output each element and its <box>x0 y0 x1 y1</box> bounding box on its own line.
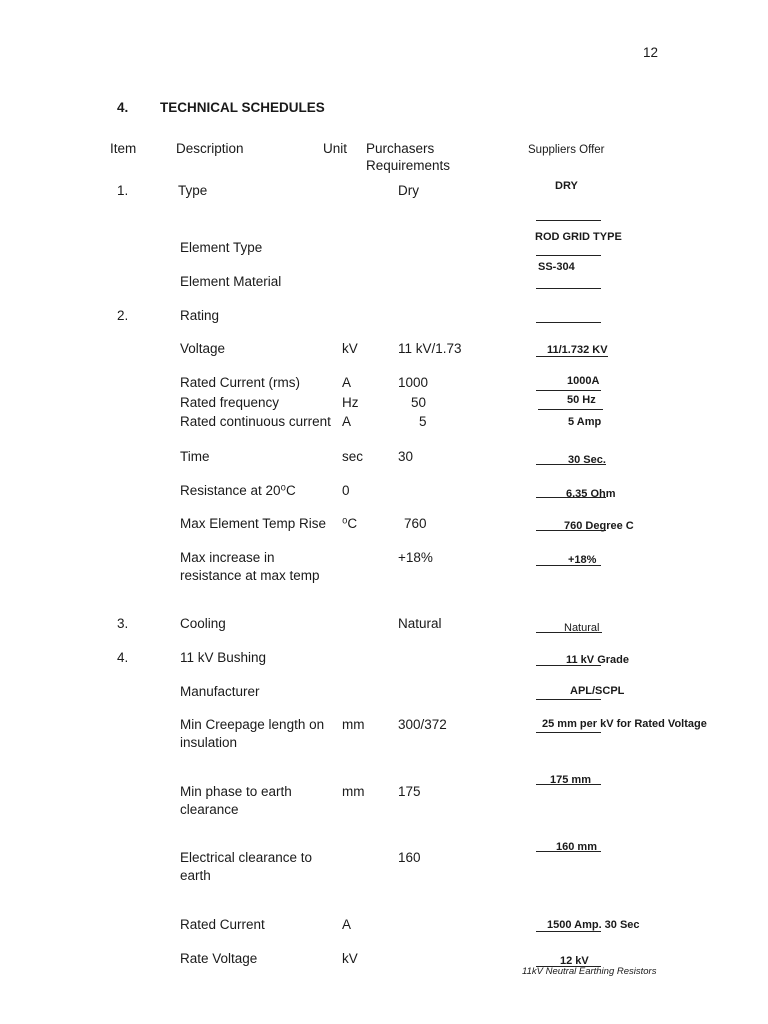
row-unit: Hz <box>342 395 359 410</box>
offer-line <box>536 565 601 566</box>
row-offer: 11/1.732 KV <box>547 344 608 356</box>
row-unit: ⁰C <box>342 516 358 531</box>
row-requirement: +18% <box>398 550 433 565</box>
row-offer: DRY <box>555 180 578 192</box>
row-description: Rated frequency <box>180 395 280 410</box>
row-requirement: 5 <box>419 414 427 429</box>
row-description: Rating <box>180 308 220 323</box>
offer-line <box>536 288 601 289</box>
offer-line <box>536 497 606 498</box>
row-offer: 760 Degree C <box>564 520 634 532</box>
row-description: Max increase in resistance at max temp <box>180 550 320 583</box>
row-offer: 160 mm <box>556 841 597 853</box>
row-offer: APL/SCPL <box>570 685 625 697</box>
row-offer: 175 mm <box>550 774 591 786</box>
row-offer: SS-304 <box>538 261 575 273</box>
row-offer: 5 Amp <box>568 416 602 428</box>
row-unit: A <box>342 917 352 932</box>
row-unit: mm <box>342 717 365 732</box>
header-suppliers-offer: Suppliers Offer <box>528 144 605 156</box>
row-description: Manufacturer <box>180 684 260 699</box>
row-description: Time <box>180 449 210 464</box>
offer-line <box>536 784 601 785</box>
row-description: Max Element Temp Rise <box>180 516 327 531</box>
offer-line <box>536 931 601 932</box>
row-description: Rate Voltage <box>180 951 258 966</box>
page-footer: 11kV Neutral Earthing Resistors <box>522 966 657 977</box>
row-unit: sec <box>342 449 364 464</box>
row-description: Element Material <box>180 274 282 289</box>
row-description: Element Type <box>180 240 263 255</box>
section-number: 4. <box>117 100 129 115</box>
header-unit: Unit <box>323 141 348 156</box>
row-unit: A <box>342 375 352 390</box>
header-purchasers-line2: Requirements <box>366 158 451 173</box>
row-requirement: 1000 <box>398 375 429 390</box>
row-offer: 6.35 Ohm <box>566 488 616 500</box>
row-requirement: 11 kV/1.73 <box>398 341 462 356</box>
offer-line <box>536 220 601 221</box>
section-title: TECHNICAL SCHEDULES <box>160 100 325 115</box>
row-offer: ROD GRID TYPE <box>535 231 622 243</box>
row-description: Electrical clearance to earth <box>180 850 313 883</box>
offer-line <box>536 732 601 733</box>
row-item: 3. <box>117 616 129 631</box>
row-description: Rated Current <box>180 917 265 932</box>
offer-line <box>536 390 601 391</box>
row-requirement: 30 <box>398 449 414 464</box>
offer-line <box>536 322 601 323</box>
row-offer: Natural <box>564 622 600 634</box>
offer-line <box>536 632 602 633</box>
row-unit: mm <box>342 784 365 799</box>
row-requirement: 300/372 <box>398 717 447 732</box>
row-offer: 12 kV <box>560 955 589 967</box>
row-requirement: 50 <box>411 395 427 410</box>
row-unit: kV <box>342 951 358 966</box>
offer-line <box>536 699 601 700</box>
header-purchasers-line1: Purchasers <box>366 141 435 156</box>
row-unit: A <box>342 414 352 429</box>
header-description: Description <box>176 141 244 156</box>
header-item: Item <box>110 141 137 156</box>
row-description: Min Creepage length on insulation <box>180 717 325 750</box>
offer-line <box>536 665 601 666</box>
offer-line <box>536 356 608 357</box>
row-requirement: 175 <box>398 784 421 799</box>
row-unit: 0 <box>342 483 350 498</box>
row-requirement: 760 <box>404 516 427 531</box>
row-offer: 25 mm per kV for Rated Voltage <box>542 718 707 730</box>
row-offer: 30 Sec. <box>568 454 606 466</box>
row-description: 11 kV Bushing <box>180 650 267 665</box>
row-offer: 11 kV Grade <box>566 654 629 666</box>
row-offer: 50 Hz <box>567 394 596 406</box>
offer-line <box>536 255 601 256</box>
row-requirement: Natural <box>398 616 442 631</box>
row-requirement: Dry <box>398 183 419 198</box>
offer-line <box>536 851 601 852</box>
row-item: 1. <box>117 183 129 198</box>
row-item: 4. <box>117 650 129 665</box>
row-item: 2. <box>117 308 129 323</box>
row-offer: 1500 Amp. 30 Sec <box>547 919 640 931</box>
row-description: Type <box>178 183 208 198</box>
row-offer: 1000A <box>567 375 600 387</box>
row-description: Min phase to earth clearance <box>180 784 292 817</box>
row-description: Rated continuous current <box>180 414 331 429</box>
page-number: 12 <box>643 45 659 60</box>
row-offer: +18% <box>568 554 597 566</box>
row-requirement: 160 <box>398 850 421 865</box>
row-description: Rated Current (rms) <box>180 375 301 390</box>
offer-line <box>536 464 606 465</box>
offer-line <box>538 409 603 410</box>
row-description: Cooling <box>180 616 226 631</box>
offer-line <box>536 530 606 531</box>
row-unit: kV <box>342 341 358 356</box>
row-description: Voltage <box>180 341 226 356</box>
row-description: Resistance at 20⁰C <box>180 483 296 498</box>
